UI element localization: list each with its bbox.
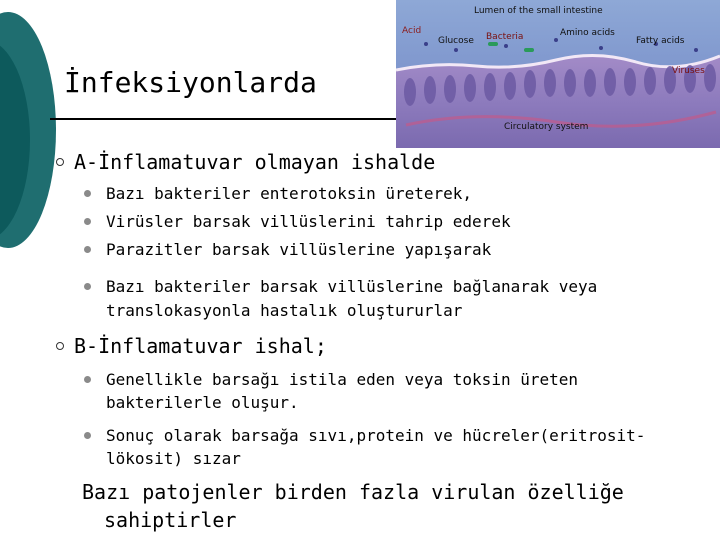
section-b-item-2: Sonuç olarak barsağa sıvı,protein ve hücreler(eritrosit- bbox=[106, 426, 646, 445]
section-a-heading: A-İnflamatuvar olmayan ishalde bbox=[74, 150, 436, 174]
bullet-b1 bbox=[84, 376, 91, 383]
title-underline bbox=[50, 118, 400, 120]
bullet-a2 bbox=[84, 218, 91, 225]
label-bacteria: Bacteria bbox=[486, 32, 524, 42]
bullet-a3 bbox=[84, 246, 91, 253]
bullet-section-a bbox=[56, 158, 64, 166]
label-circulatory-system: Circulatory system bbox=[504, 122, 589, 132]
label-lumen: Lumen of the small intestine bbox=[474, 6, 603, 16]
footer-line-1: Bazı patojenler birden fazla virulan özelliğe bbox=[82, 480, 624, 504]
label-fatty-acids: Fatty acids bbox=[636, 36, 685, 46]
section-a-item-3: Parazitler barsak villüslerine yapışarak bbox=[106, 240, 492, 259]
label-glucose: Glucose bbox=[438, 36, 474, 46]
bullet-a1 bbox=[84, 190, 91, 197]
section-b-item-2-continued: lökosit) sızar bbox=[106, 449, 241, 468]
section-b-item-1-continued: bakterilerle oluşur. bbox=[106, 393, 299, 412]
slide-title: İnfeksiyonlarda bbox=[64, 66, 317, 99]
section-a-item-1: Bazı bakteriler enterotoksin üreterek, bbox=[106, 184, 473, 203]
intestine-illustration bbox=[396, 0, 720, 148]
bullet-section-b bbox=[56, 342, 64, 350]
section-a-item-2: Virüsler barsak villüslerini tahrip ederek bbox=[106, 212, 511, 231]
section-b-item-1: Genellikle barsağı istila eden veya toksin üreten bbox=[106, 370, 579, 389]
bullet-b2 bbox=[84, 432, 91, 439]
section-a-item-4: Bazı bakteriler barsak villüslerine bağlanarak veya bbox=[106, 277, 598, 296]
label-amino-acids: Amino acids bbox=[560, 28, 615, 38]
section-a-item-4-continued: translokasyonla hastalık oluştururlar bbox=[106, 301, 463, 320]
bullet-a4 bbox=[84, 283, 91, 290]
label-acid: Acid bbox=[402, 26, 422, 36]
section-b-heading: B-İnflamatuvar ishal; bbox=[74, 334, 327, 358]
footer-line-2: sahiptirler bbox=[104, 508, 237, 532]
label-viruses: Viruses bbox=[672, 66, 705, 76]
